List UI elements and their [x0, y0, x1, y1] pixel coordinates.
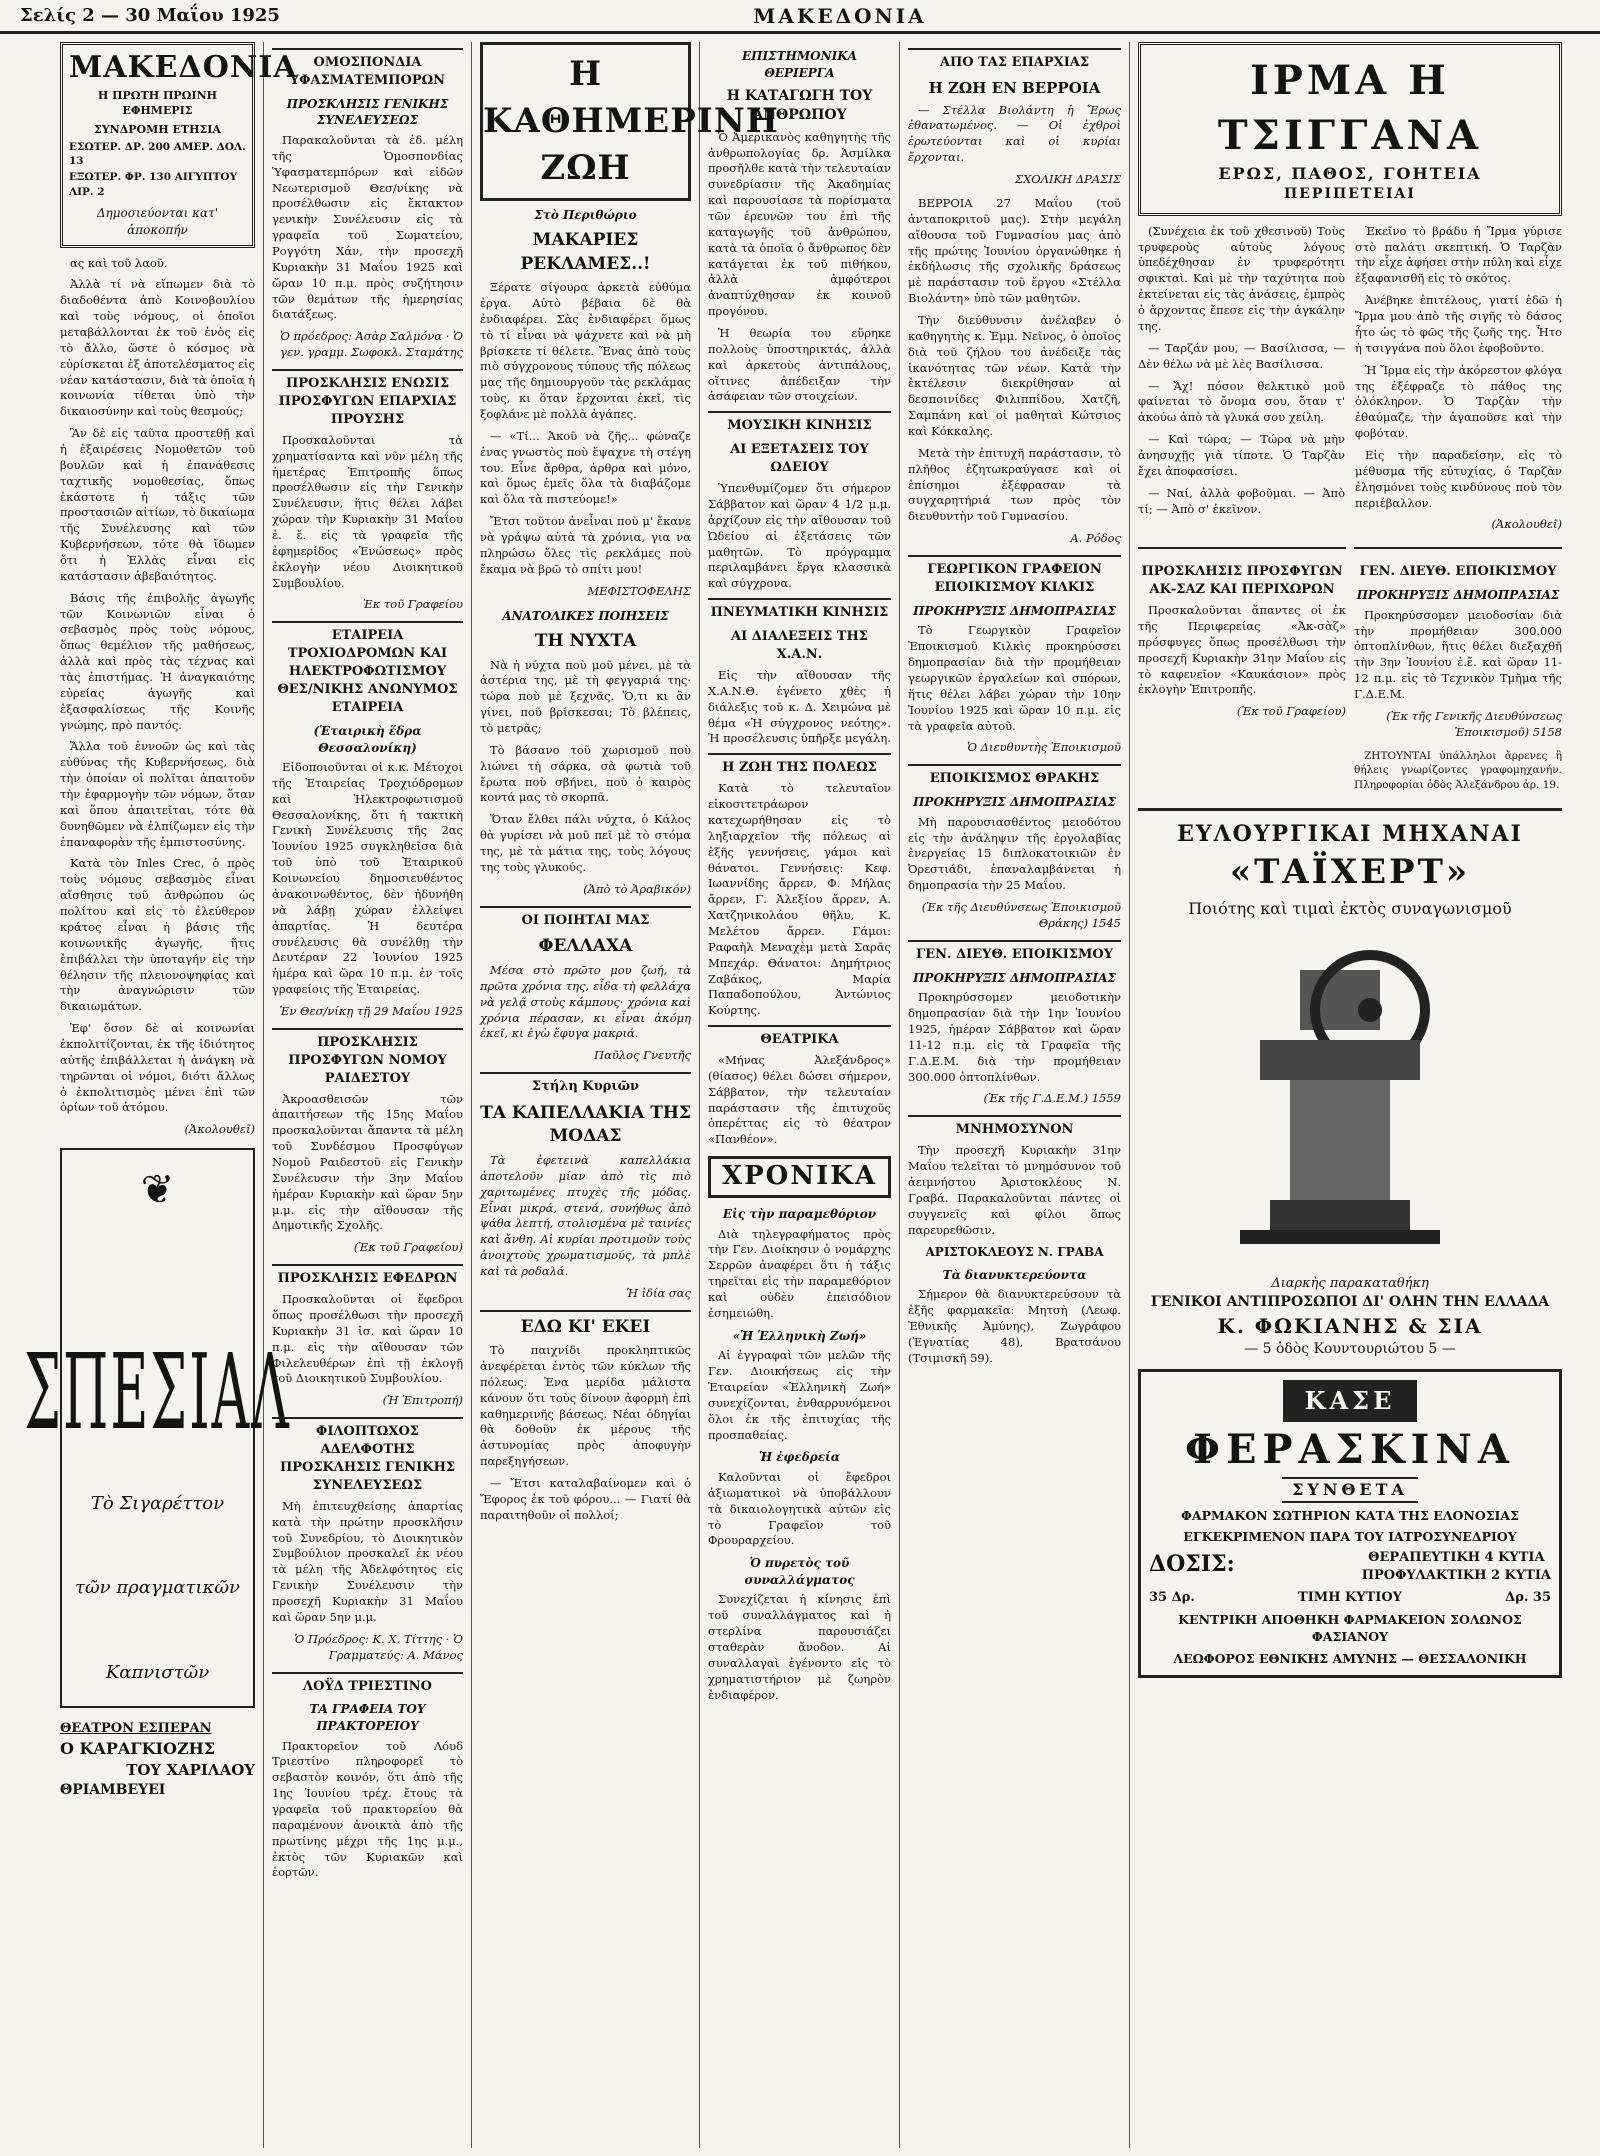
serial-text [1138, 224, 1562, 541]
notice-heading: ΠΡΟΣΚΛΗΣΙΣ ΕΝΩΣΙΣ ΠΡΟΣΦΥΓΩΝ ΕΠΑΡΧΙΑΣ ΠΡΟΥΣΗΣ [272, 369, 463, 429]
medicine-address: ΛΕΩΦΟΡΟΣ ΕΘΝΙΚΗΣ ΑΜΥΝΗΣ — ΘΕΣΣΑΛΟΝΙΚΗ [1173, 1650, 1527, 1666]
subscription-heading: ΣΥΝΔΡΟΜΗ ΕΤΗΣΙΑ [94, 123, 221, 137]
theatre-title: Ο ΚΑΡΑΓΚΙΟΖΗΣ [60, 1739, 216, 1759]
column-4 [700, 42, 900, 2148]
serial-paragraph: (Συνέχεια ἐκ τοῦ χθεσινοῦ) Τοὺς τρυφεροὺς αὐτοὺς λόγους ὑπεδέχθησαν ἐν τρυφερότητι σφικταὶ. Καὶ μὲ τὴν ταχύτητα ποὺ ἐκτείνεται εἰς τὰς ἀνάσεις, ἐμπρὸς ὁ ἄρχοντας ἔπεσε εἰς τὴν ἀγκάλην της. [1138, 223, 1345, 333]
article-paragraph: — «Τί... Ἀκοῦ νὰ ζῆς... φώναζε ἐνας γνωστὸς ποὺ ἔψαχνε τὴ στέγη του. Εἶνε ἄρθρα, ἀρθρα καὶ μόνο, καὶ ὅμως ἐμεῖς ὅλα τὰ διαβάζομε καὶ ὅλα τὰ πιστεύομε!» [480, 428, 691, 507]
article-title: Η ΖΩΗ ΕΝ ΒΕΡΡΟΙΑ [928, 78, 1101, 97]
machinery-address: — 5 ὁδὸς Κουντουριώτου 5 — [1244, 1341, 1456, 1358]
article-title: ΦΕΛΛΑΧΑ [538, 936, 633, 957]
left-margin [0, 42, 52, 2148]
serial-paragraph: — Καὶ τώρα; — Τώρα νὰ μὴν ἀνησυχῇς γιὰ τίποτε. Ὁ Ταρζὰν ἔχει ἀποφασίσει. [1138, 432, 1345, 478]
article-paragraph: Καλοῦνται οἱ ἔφεδροι ἀξιωματικοὶ νὰ ὑποβάλλουν τὰ δικαιολογητικὰ αὐτῶν εἰς τὸ Γραφεῖον τοῦ Φρουραρχείου. [708, 1470, 891, 1548]
price-label: ΤΙΜΗ ΚΥΤΙΟΥ [1298, 1590, 1402, 1606]
article-paragraph: Τὸ παιχνίδι προκληπτικῶς ἀνεφέρεται ἐντὸς τῶν κύκλων τῆς πόλεως. Ἐνα μερίδα μάλιστα κάνουν ὅτι τοὺς δίνουν ἀφορμὴ ἐπὶ καθημερινῆς βάσεως. Νέαι ὁδηγίαι θὰ δοθοῦν ἐκ μέρους τῆς ἀστυνομίας πρὸς ἀποφυγὴν παρεξηγήσεων. [480, 1343, 691, 1469]
section-banner: Η ΚΑΘΗΜΕΡΙΝΗ ΖΩΗ [480, 42, 691, 201]
column-1 [24, 42, 298, 2148]
notice-signature: (Ἐκ τῆς Γ.Δ.Ε.Μ.) 1559 [983, 1091, 1121, 1106]
dosage-prophylactic: ΠΡΟΦΥΛΑΚΤΙΚΗ 2 ΚΥΤΙΑ [1361, 1568, 1551, 1584]
medicine-ad [1138, 1369, 1562, 1677]
notice-text: Τὴν προσεχῆ Κυριακὴν 31ην Μαΐου τελεῖται τὸ μνημόσυνον τοῦ ἀειμνήστου Ἀριστοκλέους Ν. Γραβά. Παρακαλοῦνται πάντες οἱ συγγενεῖς καὶ φίλοι ὅπως παρευρεθῶσιν. [908, 1143, 1121, 1237]
dosage-therapeutic: ΘΕΡΑΠΕΥΤΙΚΗ 4 ΚΥΤΙΑ [1368, 1550, 1545, 1566]
notice-text: Ἀκροασθεισῶν τῶν ἀπαιτήσεων τῆς 15ης Μαΐου προσκαλοῦνται ἅπαντα τὰ μέλη τοῦ Συνδέσμου Προσφύγων Νομοῦ Ραιδεστοῦ εἰς Γενικὴν Συνέλευσιν τὴν 3ην Μαΐου ἡμέραν Κυριακὴν καὶ ὥραν 5ην μ.μ. εἰς τὴν αἴθουσαν τῆς Δημοτικῆς Σχολῆς. [272, 1091, 463, 1233]
notice-subheading: ΠΡΟΚΗΡΥΞΙΣ ΔΗΜΟΠΡΑΣΙΑΣ [913, 970, 1116, 985]
notice-text: Μὴ ἐπιτευχθείσης ἀπαρτίας κατὰ τὴν πρώτην προσκλῆσιν τοῦ Συνεδρίου, τὸ Διοικητικὸν Συμβούλιον προσκαλεῖ ἐκ νέου τὰ μέλη τῆς Ἀδελφότητος εἰς Γενικὴν Συνέλευσιν τὴν προσεχῆ Κυριακὴν 31 Μαΐου καὶ ὥραν 5ην μ.μ. [272, 1498, 463, 1624]
notice-signature: Ὁ Πρόεδρος: Κ. Χ. Τίττης · Ὁ Γραμματεύς: Α. Μάνος [294, 1631, 463, 1662]
article-paragraph: Ἄλλα τοῦ ἐννοῶν ὡς καὶ τὰς εὐθύνας τῆς Κυβερνήσεως, διὰ τὴν ὁποίαν οἱ πολῖται ἀπαιτοῦν τὴν ἐφαρμογὴν τῶν νόμων, ὅταν καὶ ὅπου ἀπαιτεῖται, τότε θὰ δυνηθῶμεν νὰ ἐλπίζωμεν εἰς τὴν ἐπαναφορὰν τῆς ἐμπιστοσύνης. [60, 739, 255, 849]
notice-subheading: ΠΡΟΚΗΡΥΞΙΣ ΔΗΜΟΠΡΑΣΙΑΣ [913, 795, 1116, 810]
article-signature: (Ἀπὸ τὸ Ἀραβικόν) [583, 881, 691, 896]
machinery-agents: ΓΕΝΙΚΟΙ ΑΝΤΙΠΡΟΣΩΠΟΙ ΔΙ' ΟΛΗΝ ΤΗΝ ΕΛΛΑΔΑ [1150, 1294, 1550, 1311]
rubric: «Ἡ Ἑλληνικὴ Ζωή» [732, 1328, 867, 1343]
poem-text: Μέσα στὸ πρῶτο μου ζωή, τὰ πρῶτα χρόνια της, εἶδα τὴ φελλάχα νὰ γελᾷ στοὺς κάμπους· χρόνια καὶ χρόνια πέρασαν, κι εἶναι ἀκόμη ἐκεῖ, κι ἐγὼ ἔφυγα μακριά. [480, 962, 691, 1041]
rubric: Στὸ Περιθώριο [534, 207, 637, 222]
notice-text: Μὴ παρουσιασθέντος μειοδότου εἰς τὴν ἀνάληψιν τῆς ἐργολαβίας ἐνεργείας 15 διπλοκατοικιῶν ἐν Ὀρεστιάδι, ἐπαναλαμβάνεται ἡ δημοπρασία τὴν 25 Μαΐου. [908, 814, 1121, 893]
rubric: ΑΠΟ ΤΑΣ ΕΠΑΡΧΙΑΣ [908, 48, 1121, 72]
serial-paragraph: — Ναί, ἀλλὰ φοβοῦμαι. — Ἀπὸ τί; — Ἀπὸ σ' ἐκεῖνον. [1138, 485, 1345, 516]
rubric: ΕΠΙΣΤΗΜΟΝΙΚΑ ΘΕΡΙΕΡΓΑ [742, 49, 857, 80]
machinery-brand: «ΤΑΪΧΕΡΤ» [1229, 852, 1471, 893]
medicine-kase: ΚΑΣΕ [1283, 1380, 1418, 1421]
article-paragraph: Αἱ ἐγγραφαὶ τῶν μελῶν τῆς Γεν. Διοικήσεως εἰς τὴν Ἑταιρείαν «Ἑλληνικὴ Ζωή» συνεχίζονται, ἐνθαρρυνόμενοι ὅλοι ἐκ τῆς ἐπιτυχίας τῆς προσπαθείας. [708, 1348, 891, 1442]
article-paragraph: ας καὶ τοῦ λαοῦ. [70, 255, 168, 270]
article-paragraph: Κατὰ τὸν Inles Crec, ὁ πρὸς τοὺς νόμους σεβασμὸς εἶναι αἴσθησις τοῦ ἀνθρώπου ὡς πολίτου καὶ εἰς τὸ ἐλεύθερον κράτος εἶναι ἡ βάσις τῆς κοινωνικῆς ἀγωγῆς, ἥτις ἐπιβάλλει τὴν ὑποταγήν εἰς τὴν θέλησιν τῆς πλειονοψηφίας καὶ τὴν ἀναγνώρισιν τῶν δικαιωμάτων. [60, 856, 255, 1014]
notices-row [1138, 547, 1562, 798]
serial-paragraph: Εἰς τὴν παραδείσην, εἰς τὸ μέθυσμα τῆς εὐτυχίας, ὁ Ταρζὰν ἐλησμόνει τοὺς κινδύνους ποὺ τὸν περιέβαλλον. [1355, 447, 1562, 510]
machinery-company: Κ. ΦΩΚΙΑΝΗΣ & ΣΙΑ [1217, 1313, 1483, 1338]
auction-notice [1354, 547, 1562, 798]
price-left: 35 Δρ. [1149, 1590, 1195, 1606]
article-paragraph: Νὰ ἡ νύχτα ποὺ μοῦ μένει, μὲ τὰ ἀστέρια της, μὲ τὴ φεγγαριά της· τώρα ποὺ μὲ ξεχνᾶς. Ὅ,τι κι ἂν γίνει, ποῦ βρίσκεσαι; Τὸ βλέπεις, τὸ μετρᾶς; [480, 657, 691, 735]
rubric: ΜΟΥΣΙΚΗ ΚΙΝΗΣΙΣ [708, 411, 891, 435]
notice-signature: (Ἐκ τῆς Γενικῆς Διευθύνσεως Ἐποικισμοῦ) 5158 [1386, 708, 1562, 739]
article-paragraph: Ὅταν ἔλθει πάλι νύχτα, ὁ Κάλος θὰ γυρίσει νὰ μοῦ πεῖ μὲ τὸ στόμα της, μὲ τὰ μάτια της, τοὺς λόγους της τοὺς γλυκούς. [480, 812, 691, 874]
dosage-row [1149, 1549, 1551, 1585]
medicine-approval: ΕΓΚΕΚΡΙΜΕΝΟΝ ΠΑΡΑ ΤΟΥ ΙΑΤΡΟΣΥΝΕΔΡΙΟΥ [1183, 1529, 1517, 1545]
notice-signature: (Ἐκ τοῦ Γραφείου) [353, 1240, 463, 1255]
machinery-stock: Διαρκὴς παρακαταθήκη [1271, 1276, 1429, 1292]
machinery-tagline: Ποιότης καὶ τιμαὶ ἐκτὸς συναγωνισμοῦ [1188, 899, 1512, 919]
subscription-subtitle: Η ΠΡΩΤΗ ΠΡΩΙΝΗ ΕΦΗΜΕΡΙΣ [97, 89, 218, 118]
notice-text: Πρακτορεῖον τοῦ Λόυδ Τριεστίνο πληροφορεῖ τὸ σεβαστὸν κοινόν, ὅτι ἀπὸ τῆς 1ης Ἰουνίου τρέχ. ἔτους τὰ γραφεῖα τοῦ πρακτορείου θὰ παραμένουν ἀνοικτὰ ἀπὸ τῆς πρωτίνης μέχρι τῆς 1ης μ.μ., ἐκτὸς τῶν Κυριακῶν καὶ ἑορτῶν. [272, 1738, 463, 1880]
subsection-label: ΣΧΟΛΙΚΗ ΔΡΑΣΙΣ [1014, 172, 1121, 187]
serial-subtitle-2: ΠΕΡΙΠΕΤΕΙΑΙ [1284, 186, 1416, 203]
notice-heading: ΟΜΟΣΠΟΝΔΙΑ ΥΦΑΣΜΑΤΕΜΠΟΡΩΝ [272, 48, 463, 90]
rubric: Τὰ διανυκτερεύοντα [942, 1267, 1087, 1282]
medicine-depot: ΚΕΝΤΡΙΚΗ ΑΠΟΘΗΚΗ ΦΑΡΜΑΚΕΙΟΝ ΣΟΛΩΝΟΣ ΦΑΣΙΑΝΟΥ [1178, 1612, 1522, 1645]
notice-subheading: ΤΑ ΓΡΑΦΕΙΑ ΤΟΥ ΠΡΑΚΤΟΡΕΙΟΥ [309, 1702, 426, 1733]
notice-text: Προσκαλοῦνται τὰ χρηματίσαντα καὶ νῦν μέλη τῆς ἡμετέρας Ἑπιτροπῆς ὅπως προσέλθωσιν εἰς τὴν Γενικὴν Συνέλευσιν, ἥτις θέλει λάβει χώραν τὴν Κυριακὴν 31 Μαΐου ἐ. ἔ. εἰς τὰ γραφεῖα τῆς ἐφημερίδος «Ἑνώσεως» πρὸς ἐκλογὴν νέου Διοικητικοῦ Συμβουλίου. [272, 432, 463, 590]
medicine-type: ΣΥΝΘΕΤΑ [1282, 1477, 1418, 1503]
ornament-icon: ❦ [140, 1167, 175, 1214]
column-2 [264, 42, 472, 2148]
theatre-heading: ΘΕΑΤΡΟΝ ΕΣΠΕΡΑΝ [60, 1721, 212, 1737]
notice-subheading: ΑΡΙΣΤΟΚΛΕΟΥΣ Ν. ΓΡΑΒΑ [925, 1245, 1104, 1260]
dosage-lines [1362, 1549, 1551, 1585]
notice-subheading: ΠΡΟΚΗΡΥΞΙΣ ΔΗΜΟΠΡΑΣΙΑΣ [913, 603, 1116, 618]
column-3 [472, 42, 779, 2148]
article-paragraph: «Μήνας Ἀλεξάνδρος» (θίασος) θέλει δώσει σήμερον, Σάββατον, τὴν τελευταίαν παράστασιν τῆς ἐπιτυχοῦς ὀπερέττας εἰς τὸ θέατρον «Πανθέον». [708, 1053, 891, 1147]
article-paragraph: — Ἔτσι καταλαβαίνομεν καὶ ὁ Ἔφορος ἐκ τοῦ φόρου... — Γιατί θὰ παραιτηθοῦν οἱ πολλοί; [480, 1475, 691, 1522]
article-paragraph: Μετὰ τὴν ἐπιτυχῆ παράστασιν, τὸ πλῆθος ἐζητωκραύγασε καὶ οἱ ἐπίσημοι ἐξέφρασαν τὰ συγχαρητήριά των πρὸς τὸν διευθυντὴν τοῦ Γυμνασίου. [908, 445, 1121, 524]
refugee-notice [1138, 547, 1346, 798]
rubric: Η ΖΩΗ ΤΗΣ ΠΟΛΕΩΣ [708, 753, 891, 777]
subscription-note: Δημοσιεύονται κατ' ἀποκοπήν [96, 206, 219, 237]
classified-ad: ΖΗΤΟΥΝΤΑΙ ὑπάλληλοι ἄρρενες ἢ θήλεις γνωρίζοντες γραφομηχανήν. Πληροφορίαι ὁδὸς Ἀλεξάνδρου ἀρ. 19. [1354, 749, 1562, 791]
article-title: Η ΚΑΤΑΓΩΓΗ ΤΟΥ ΑΝΘΡΩΠΟΥ [726, 88, 873, 124]
article-paragraph: Ξέρατε σίγουρα ἀρκετὰ εὐθύμα ἐργα. Αὐτὸ βέβαια δὲ θὰ ἐνδιαφέρει. Σὰς ἐνδιαφέρει ὅμως τὸ τί εἶναι νὰ ψάχνετε καὶ νὰ μὴ βρίσκετε τί θέλετε. Ἕνας ἀπὸ τοὺς πιὸ σύγχρονους τύπους τῆς πόλεως μας τῆς δημιουργοῦν τὰς ρεκλάμας τοὺς, κι ὅταν ἔρχονται ἐκεῖ, τὶς ξοφλάνε μὲ πολλὰ ἀγάπες. [480, 280, 691, 422]
serial-title: ΙΡΜΑ Η ΤΣΙΓΓΑΝΑ [1217, 57, 1483, 160]
medicine-name: ΦΕΡΑΣΚΙΝΑ [1185, 1425, 1515, 1473]
serial-paragraph: — Ἄχ! πόσον θελκτικὸ μοῦ φαίνεται τὸ ὄνομα σου, ὅταν τ' ἀκούω ἀπὸ τὰ γλυκά σου χείλη. [1138, 378, 1345, 425]
article-lead: — Στέλλα Βιολάντη ἡ Ἔρως ἐθανατωμένος. — Οἱ ἐχθροὶ ἐρωτεύονται καὶ οἱ κυρίαι ἔρχονται. [908, 102, 1121, 165]
rubric: ΑΝΑΤΟΛΙΚΕΣ ΠΟΙΗΣΕΙΣ [502, 608, 669, 623]
notice-heading: ΓΕΩΡΓΙΚΟΝ ΓΡΑΦΕΙΟΝ ΕΠΟΙΚΙΣΜΟΥ ΚΙΛΚΙΣ [908, 555, 1121, 597]
article-paragraph: Ἔτσι τοῦτον ἀνεἷναι ποὺ μ' ἔκανε νὰ γράψω αὐτὰ τὰ χρόνια, για να πληρώσω ὅλες τὶς ρεκλάμες ποὺ ἔκαμα νὰ βρῶ τὸ σπίτι μου! [480, 514, 691, 576]
rubric: Εἰς τὴν παραμεθόριον [722, 1207, 877, 1222]
rubric: ΠΝΕΥΜΑΤΙΚΗ ΚΙΝΗΣΙΣ [708, 598, 891, 622]
notice-text: Προσκαλοῦνται ἅπαντες οἱ ἐκ τῆς Περιφερείας «Ἀκ-σὰζ» πρόσφυγες ὅπως προσέλθωσι τὴν προσεχῆ Κυριακὴν 31ην Μαΐου εἰς τὸ καφενεῖον «Καυκάσιον» πρὸς ἐκλογὴν Ἐπιτροπῆς. [1138, 603, 1346, 697]
notice-subheading: ΠΡΟΣΚΛΗΣΙΣ ΓΕΝΙΚΗΣ ΣΥΝΕΛΕΥΣΕΩΣ [286, 96, 449, 128]
notice-signature: (Ἡ Ἐπιτροπή) [382, 1393, 463, 1408]
machine-illustration-icon [1200, 930, 1500, 1260]
article-paragraph: ΒΕΡΡΟΙΑ 27 Μαΐου (τοῦ ἀνταποκριτοῦ μας). Στὴν μεγάλη αἴθουσα τοῦ Γυμνασίου μας ἀπὸ τῆς πρώτης Ἰουνίου ὀργανώθηκε ἡ ἐκδήλωσις τῆς σχολικῆς δράσεως μὲ παράστασιν τοῦ ἔργου «Στέλλα Βιολάντη» ὑπὸ τῶν μαθητῶν. [908, 195, 1121, 306]
cigarette-line-3: Καπνιστῶν [105, 1662, 210, 1684]
article-paragraph: Τὸ βάσανο τοῦ χωρισμοῦ ποὺ λιώνει τὴ σάρκα, σὰ φωτιὰ τοῦ ἔρωτα ποὺ σβήνει, ποὺ ὁ καιρὸς κοντά μας τὸ σκορπᾶ. [480, 742, 691, 805]
serial-subtitle: ΕΡΩΣ, ΠΑΘΟΣ, ΓΟΗΤΕΙΑ [1218, 164, 1482, 184]
article-title: ΤΑ ΚΑΠΕΛΛΑΚΙΑ ΤΗΣ ΜΟΔΑΣ [480, 1103, 691, 1147]
serial-signature: (Ἀκολουθεῖ) [1491, 517, 1562, 532]
notice-heading: ΛΟΫΔ ΤΡΙΕΣΤΙΝΟ [272, 1672, 463, 1696]
cigarette-line-1: Τὸ Σιγαρέττον [90, 1492, 225, 1514]
article-paragraph: Βάσις τῆς ἐπιβολῆς ἀγωγῆς τῶν Κοινωνιῶν εἶναι ὁ σεβασμὸς πρὸς τοὺς νόμους, ὅπως θεμέλιον τῆς μαθήσεως, ἀλλὰ καὶ πρὸς τὰς τέχνας καὶ τὰς ἐπιστήμας. Ἡ ἀναγκαιότης εὐρείας ἀγωγῆς καὶ ἐξασφαλίσεως τῆς Κοινῆς γνώμης, πρὸ παντός. [60, 590, 255, 732]
subscription-title: ΜΑΚΕΔΟΝΙΑ [69, 50, 298, 85]
article-paragraph: Ὁ Ἀμερικανὸς καθηγητὴς τῆς ἀνθρωπολογίας δρ. Ἀσμίλκα προσῆλθε κατὰ τὴν τελευταίαν συνεδρίασιν τῆς Ἀκαδημίας καὶ παρουσίασε τὰ πορίσματα τῶν ἐρευνῶν του ἐπὶ τῆς καταγωγῆς τοῦ ἀνθρώπου, κατὰ τὰ ὁποῖα ὁ ἄνθρωπος δὲν κατάγεται ἐκ τοῦ πιθήκου, ἀλλὰ ἀμφότεροι ἀναπτύχθησαν ἐκ κοινοῦ προγόνου. [708, 129, 891, 319]
column-6 [1130, 42, 1570, 2148]
rubric: Ὁ πυρετὸς τοῦ συναλλάγματος [744, 1556, 855, 1587]
cigarette-line-2: τῶν πραγματικῶν [75, 1577, 240, 1599]
notice-heading: ΠΡΟΣΚΛΗΣΙΣ ΠΡΟΣΦΥΓΩΝ ΑΚ-ΣΑΖ ΚΑΙ ΠΕΡΙΧΩΡΩΝ [1141, 564, 1343, 598]
article-title: ΜΑΚΑΡΙΕΣ ΡΕΚΛΑΜΕΣ..! [520, 230, 651, 274]
article-paragraph: Εἰς τὴν αἴθουσαν τῆς Χ.Α.Ν.Θ. ἐγένετο χθὲς ἡ διάλεξις τοῦ κ. Δ. Χειμώνα μὲ θέμα «Ἡ σύγχρονος νεότης». Ἡ προσέλευσις ὑπῆρξε μεγάλη. [708, 667, 891, 746]
notice-heading: ΠΡΟΣΚΛΗΣΙΣ ΠΡΟΣΦΥΓΩΝ ΝΟΜΟΥ ΡΑΙΔΕΣΤΟΥ [272, 1028, 463, 1088]
notice-heading: ΠΡΟΣΚΛΗΣΙΣ ΕΦΕΔΡΩΝ [272, 1264, 463, 1288]
medicine-claim: ΦΑΡΜΑΚΟΝ ΣΩΤΗΡΙΟΝ ΚΑΤΑ ΤΗΣ ΕΛΟΝΟΣΙΑΣ [1181, 1507, 1519, 1523]
article-paragraph: Διὰ τηλεγραφήματος πρὸς τὴν Γεν. Διοίκησιν ὁ νομάρχης Σερρῶν ἀναφέρει ὅτι ἡ τάξις τηρεῖται εἰς τὴν παραμεθόριον καὶ οὐδὲν ἐπεισόδιον ἐσημειώθη. [708, 1226, 891, 1320]
serial-paragraph: Ἡ Ἴρμα εἰς τὴν ἀκόρεστον φλόγα της ἐξέφραζε τὸ πάθος της ὁλόκληρον. Ὁ Ταρζὰν τὴν ἐθαύμαζε, τὴν ἀγαποῦσε καὶ τὴν φοβόταν. [1355, 362, 1562, 441]
article-paragraph: Ἂν δὲ εἰς ταῦτα προστεθῇ καὶ ἡ ἐξαιρέσεις Νομοθετῶν τοῦ βουλῶν καὶ ἡ ἐπανάθεσις ταχτικῆς νομοθεσίας, ὅπως ἑκάστοτε ἡ τάξις τῶν προστασιῶν αἰτίων, τὸ δικαίωμα τῆς Συνέλευσης καὶ τῶν Κυβερνήσεων, τότε θὰ ἴδωμεν ὅτι ἡ Ἑλλὰς εἶναι εἰς κατάστασιν ἀβεβαιότητος. [60, 426, 255, 583]
article-paragraph: Ἐφ' ὅσον δὲ αἱ κοινωνίαι ἐκπολιτίζονται, ἐκ τῆς ἰδιότητος αὐτῆς ἐπιβάλλεται ἡ ἀνάγκη νὰ τηρῶνται οἱ νόμοι, διότι ἄλλως ὁ ἐκπολιτισμὸς μένει ἐπὶ τῶν ὁρίων τοῦ ἀτόμου. [60, 1021, 255, 1115]
serial-banner [1138, 42, 1562, 216]
notice-heading: ΓΕΝ. ΔΙΕΥΘ. ΕΠΟΙΚΙΣΜΟΥ [1359, 564, 1557, 580]
dosage-label: ΔΟΣΙΣ: [1149, 1551, 1235, 1578]
notice-heading: ΦΙΛΟΠΤΩΧΟΣ ΑΔΕΛΦΟΤΗΣ ΠΡΟΣΚΛΗΣΙΣ ΓΕΝΙΚΗΣ ΣΥΝΕΛΕΥΣΕΩΣ [272, 1417, 463, 1495]
rubric: ΘΕΑΤΡΙΚΑ [708, 1025, 891, 1049]
article-signature: ΜΕΦΙΣΤΟΦΕΛΗΣ [587, 583, 691, 598]
cigarette-brand: ΣΠΕΣΙΑΛ [24, 1334, 291, 1455]
article-title: ΑΙ ΔΙΑΛΕΞΕΙΣ ΤΗΣ Χ.Α.Ν. [731, 629, 868, 663]
article-paragraph: Τὰ ἐφετεινὰ καπελλάκια ἀποτελοῦν μίαν ἀπὸ τὶς πιὸ χαριτωμένες πτυχὲς τῆς μόδας. Εἶναι μικρά, στενά, συνήθως ἀπὸ ψάθα λεπτή, στολισμένα μὲ ταινίες καὶ ἄνθη. Αἱ κυρίαι προτιμοῦν τοὺς ἀνοιχτοὺς χρωματισμούς, τὰ μπλὲ καὶ τὰ ροδαλά. [480, 1152, 691, 1278]
notice-signature: Ὁ πρόεδρος: Ἀσὰρ Σαλμόνα · Ὁ γεν. γραμμ. Σωφοκλ. Σταμάτης [279, 329, 463, 360]
article-signature: Ἡ ἰδία σας [626, 1285, 691, 1300]
column-5 [900, 42, 1130, 2148]
notice-signature: (Ἐκ τοῦ Γραφείου) [1236, 704, 1346, 719]
price-row [1149, 1589, 1551, 1607]
notice-heading: ΓΕΝ. ΔΙΕΥΘ. ΕΠΟΙΚΙΣΜΟΥ [908, 940, 1121, 964]
notice-subheading: (Ἑταιρικὴ ἕδρα Θεσσαλονίκη) [313, 723, 422, 755]
notice-text: Παρακαλοῦνται τὰ ἐδ. μέλη τῆς Ὁμοσπονδίας Ὑφασματεμπόρων καὶ εἰδῶν Νεωτερισμοῦ Θεσ/νίκης νὰ προσέλθωσιν εἰς ἔκτακτον γενικὴν Συνέλευσιν εἰς τὰ γραφεῖα τοῦ Σωματείου, Ρογγότη Χάν, τὴν προσεχῆ Κυριακὴν 31 Μαΐου 1925 καὶ ὥραν 10 π.μ. πρὸς συζήτησιν τῶν θεμάτων τῆς ἡμερησίας διατάξεως. [272, 132, 463, 322]
article-paragraph: Κατὰ τὸ τελευταῖον εἰκοσιτετράωρον κατεχωρήθησαν εἰς τὸ ληξιαρχεῖον τῆς πόλεως αἱ ἑξῆς γεννήσεις, γάμοι καὶ θάνατοι. Γεννήσεις: Κεφ. Ιωαννίδης ἄρρεν, Φ. Μήλας ἄρρεν, Γ. Ἀλεξίου ἄρρεν, Α. Χατζηνικολάου θῆλυ, Κ. Μελέτου ἄρρεν. Γάμοι: Ραφαὴλ Μεναχὲμ μετὰ Σαρᾶς Μπεχάρ. Θάνατοι: Δημήτριος Ζαβάκος, Μαρία Παπαδοπούλου, Ἀντώνιος Κούρτης. [708, 781, 891, 1018]
notice-heading: ΜΝΗΜΟΣΥΝΟΝ [908, 1115, 1121, 1139]
theatre-tagline: ΘΡΙΑΜΒΕΥΕΙ [60, 1781, 166, 1798]
notice-text: Τὸ Γεωργικὸν Γραφεῖον Ἐποικισμοῦ Κιλκὶς προκηρύσσει δημοπρασίαν διὰ τὴν προμήθειαν γεωργικῶν ἐργαλείων καὶ σπόρων, ἥτις θέλει λάβει χώραν τὴν 10ην Ἰουνίου 1925 καὶ ὥραν 10 π.μ. εἰς τὰ γραφεῖα αὐτοῦ. [908, 623, 1121, 733]
cigarette-ad [24, 1148, 291, 1708]
price-right: Δρ. 35 [1505, 1590, 1551, 1606]
machinery-ad [1138, 808, 1562, 1359]
serial-paragraph: Ἀνέβηκε ἐπιτέλους, γιατί ἐδῶ ἡ Ἴρμα μου ἀπὸ τῆς σιγῆς τὸ δάσος ἦτο ὡς τὸ φῶς τῆς ζωῆς της. Ἦτο ἡ τσιγγάνα ποὺ ὅλοι ἐφοβοῦντο. [1355, 293, 1562, 355]
notice-text: Προσκαλοῦνται οἱ ἔφεδροι ὅπως προσέλθωσι τὴν προσεχῆ Κυριακὴν 31 ἰσ. καὶ ὥραν 10 π.μ. εἰς τὴν αἴθουσαν τῶν Φιλελευθέρων ἐπὶ τῇ ἐκλογῇ τοῦ Διοικητικοῦ Συμβουλίου. [272, 1292, 463, 1386]
article-paragraph: Τὴν διεύθυνσιν ἀνέλαβεν ὁ καθηγητὴς κ. Ἐμμ. Νεῖνος, ὁ ὁποῖος διὰ τοῦ ζήλου του ἀνέδειξε τὰς ἱκανότητας τῶν νέων. Κατὰ τὴν ἐκτέλεσιν διεκρίθησαν αἱ δεσποινίδες Φιλιππίδου, Χατζῆ, Σαμπάνη καὶ οἱ μαθηταὶ Κώτσιος καὶ Κόκκαλης. [908, 312, 1121, 438]
notice-text: Σήμερον θὰ διανυκτερεύσουν τὰ ἑξῆς φαρμακεῖα: Μητσὴ (Λεωφ. Ἐθνικῆς Ἀμύνης), Ζωγράφου (Ἐγνατίας 48), Βρατσάνου (Τσιμισκῆ 59). [908, 1287, 1121, 1365]
serial-paragraph: — Ταρζάν μου, — Βασίλισσα, — Δὲν θέλω νὰ μὲ λὲς Βασίλισσα. [1138, 340, 1345, 371]
article-signature: (Ἀκολουθεῖ) [184, 1122, 255, 1137]
article-paragraph: Ἀλλὰ τί νὰ εἴπωμεν διὰ τὸ διαδοθέντα ἀπὸ Κοινοβουλίου καὶ τοὺς νόμους, οἱ ὁποῖοι μεταβάλλονται ἐκ τοῦ ἑνὸς εἰς τὸ ἄλλο, ὥστε ὁ κόσμος νὰ εὑρίσκεται ἐξ ἀποτελέσματος εἰς νέαν κατάστασιν, διὰ τὰ ὁποῖα ἡ κοινωνία τίθεται ὑπὸ τὴν δικαιοσύνην καὶ τοὺς θεσμούς; [60, 277, 255, 419]
machinery-heading: ΕΥΛΟΥΡΓΙΚΑΙ ΜΗΧΑΝΑΙ [1177, 821, 1523, 848]
serial-paragraph: Ἐκεῖνο τὸ βράδυ ἡ Ἴρμα γύρισε στὸ παλάτι σκεπτική. Ὁ Ταρζὰν τὴν εἶχε ἀφήσει στὴν πύλη καὶ εἶχε ἐξαφανισθῆ εἰς τὸ σκότος. [1355, 223, 1562, 286]
subscription-line-1: ΕΣΩΤΕΡ. ΔΡ. 200 ΑΜΕΡ. ΔΟΛ. 13 [69, 140, 246, 167]
notice-text: Εἰδοποιοῦνται οἱ κ.κ. Μέτοχοι τῆς Ἑταιρείας Τροχιόδρομων καὶ Ἠλεκτροφωτισμοῦ Θεσσαλονίκης, ὅτι ἡ τακτικὴ Γενικὴ Συνέλευσις τῆς 2ας Ἰουνίου 1925 συγκληθεῖσα διὰ τοῦ ὑπὸ τοῦ Ἑταιρικοῦ Κοινωνείου δημοσιευθέντος ἀνακοινωθέντος, δὲν ἠδυνήθη νὰ λάβῃ χώραν ἐλλείψει ἀπαρτίας. Ἡ δευτέρα συνέλευσις θὰ συνέλθῃ τὴν Δευτέραν 22 Ἰουνίου 1925 ἡμέρα καὶ ὥρα 10 π.μ. ἐν τοῖς γραφείοις τῆς Ἑταιρείας. [272, 760, 463, 997]
notice-text: Προκηρύσσομεν μειοδοσίαν διὰ τὴν προμήθειαν 300.000 ὀπτοπλίνθων, ἥτις θέλει διεξαχθῆ τὴν 3ην Ἰουνίου ἐ.ἔ. καὶ ὥραν 11-12 π.μ. εἰς τὸ Τεχνικὸν Τμῆμα τῆς Γ.Δ.Ε.Μ. [1354, 607, 1562, 702]
article-title: ΑΙ ΕΞΕΤΑΣΕΙΣ ΤΟΥ ΩΔΕΙΟΥ [730, 442, 869, 476]
notice-signature: Ἐκ τοῦ Γραφείου [362, 597, 463, 612]
notice-subheading: ΠΡΟΚΗΡΥΞΙΣ ΔΗΜΟΠΡΑΣΙΑΣ [1356, 588, 1560, 603]
rubric: ΟΙ ΠΟΙΗΤΑΙ ΜΑΣ [480, 906, 691, 930]
notice-signature: (Ἐκ τῆς Διευθύνσεως Ἐποικισμοῦ Θράκης) 1545 [921, 900, 1121, 930]
article-signature: Α. Ρόδος [1070, 531, 1121, 546]
rubric: Ἡ ἐφεδρεία [758, 1450, 841, 1465]
article-paragraph: Ὑπενθυμίζομεν ὅτι σήμερον Σάββατον καὶ ὥραν 4 1/2 μ.μ. ἀρχίζουν εἰς τὴν αἴθουσαν τοῦ Ὠδείου αἱ ἐξετάσεις τῶν μαθητῶν. Τὸ πρόγραμμα περιλαμβάνει ἔργα κλασσικὰ καὶ σύγχρονα. [708, 481, 891, 591]
chronicle-banner: ΧΡΟΝΙΚΑ [708, 1156, 891, 1198]
article-paragraph: Συνεχίζεται ἡ κίνησις ἐπὶ τοῦ συναλλάγματος καὶ ἡ στερλίνα παρουσιάζει σταθερὰν ἄνοδον. Αἱ συναλλαγαὶ ἐγένοντο εἰς τὸ χρηματιστήριον μὲ ζωηρὸν ἐνδιαφέρον. [708, 1592, 891, 1702]
poem-author: Παῦλος Γνευτῆς [594, 1048, 691, 1063]
notice-signature: Ὁ Διευθυντὴς Ἐποικισμοῦ [967, 740, 1121, 755]
notice-signature: Ἐν Θεσ/νίκῃ τῇ 29 Μαΐου 1925 [279, 1003, 463, 1018]
article-paragraph: Ἡ θεωρία του εὕρηκε πολλοὺς ὑποστηρικτάς, ἀλλὰ καὶ ἀρκετοὺς ἀντιπάλους, οἵτινες ἀπέδειξαν τὴν ἀσάφειαν τῶν στοιχείων. [708, 326, 891, 404]
page-date: Σελίς 2 — 30 Μαΐου 1925 [20, 5, 280, 26]
article-title: ΕΔΩ ΚΙ' ΕΚΕΙ [480, 1310, 691, 1339]
theatre-ad [60, 1720, 255, 1800]
rubric: Στήλη Κυριῶν [480, 1072, 691, 1096]
notice-heading: ΕΠΟΙΚΙΣΜΟΣ ΘΡΑΚΗΣ [908, 764, 1121, 788]
newspaper-name: ΜΑΚΕΔΟΝΙΑ [753, 3, 927, 28]
notice-text: Προκηρύσσομεν μειοδοτικὴν δημοπρασίαν διὰ τὴν 1ην Ἰουνίου 1925, ἡμέραν Σάββατον καὶ ὥραν 11-12 π.μ. εἰς τὰ Γραφεῖα τῆς Γ.Δ.Ε.Μ. διὰ τὴν προμήθειαν 300.000 ὀπτοπλίνθων. [908, 990, 1121, 1084]
article-title: ΤΗ ΝΥΧΤΑ [534, 631, 637, 652]
masthead [0, 0, 1600, 34]
subscription-line-2: ΕΞΩΤΕΡ. ΦΡ. 130 ΑΙΓΥΠΤΟΥ ΛΙΡ. 2 [69, 171, 238, 198]
subscription-box [60, 42, 298, 248]
notice-heading: ΕΤΑΙΡΕΙΑ ΤΡΟΧΙΟΔΡΟΜΩΝ ΚΑΙ ΗΛΕΚΤΡΟΦΩΤΙΣΜΟΥ ΘΕΣ/ΝΙΚΗΣ ΑΝΩΝΥΜΟΣ ΕΤΑΙΡΕΙΑ [272, 621, 463, 717]
theatre-subtitle: ΤΟΥ ΧΑΡΙΛΑΟΥ [126, 1761, 255, 1780]
